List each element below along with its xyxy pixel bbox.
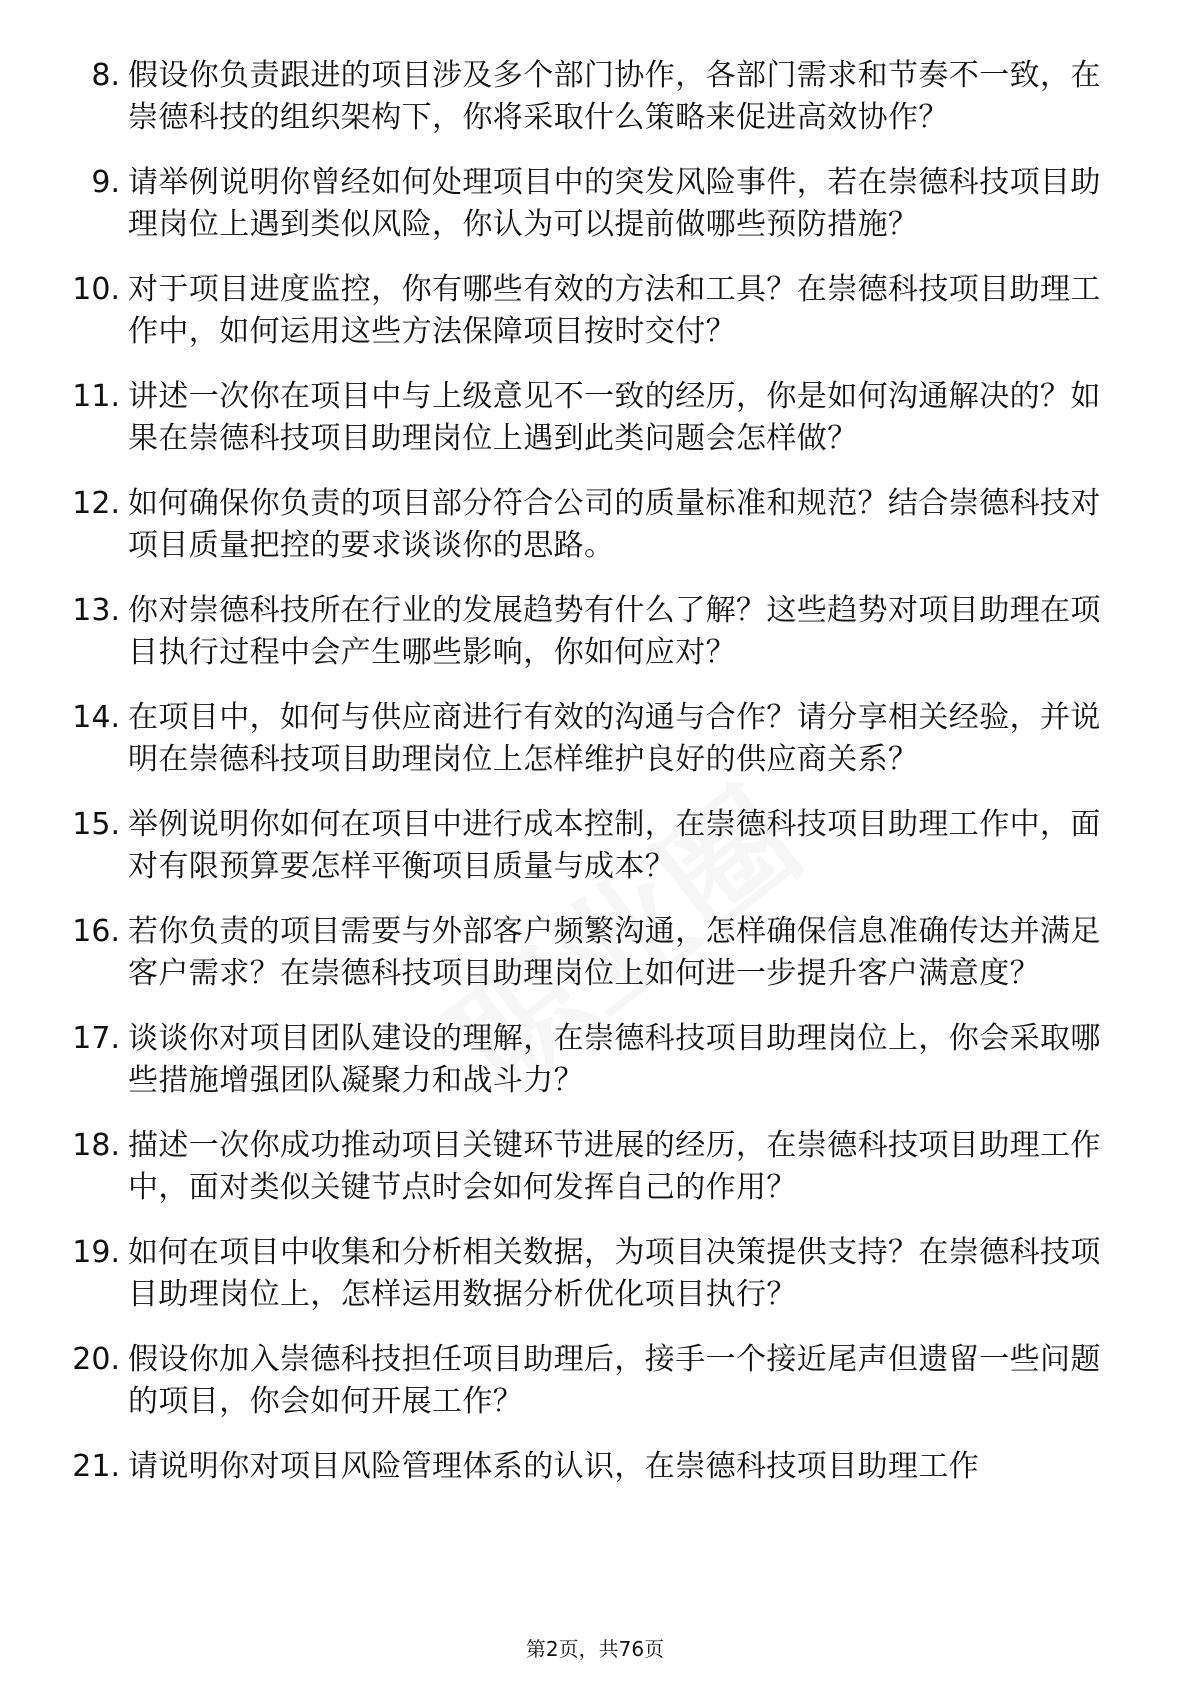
question-item bbox=[60, 697, 1120, 781]
question-item bbox=[60, 590, 1120, 674]
question-list bbox=[60, 55, 1120, 1511]
question-number: 15. bbox=[72, 807, 120, 842]
question-item bbox=[60, 376, 1120, 460]
question-text: 描述一次你成功推动项目关键环节进展的经历，在崇德科技项目助理工作中，面对类似关键节点时会如何发挥自己的作用？ bbox=[128, 1128, 1101, 1205]
question-item bbox=[60, 804, 1120, 888]
question-number: 14. bbox=[72, 700, 120, 735]
question-item bbox=[60, 269, 1120, 353]
question-number: 8. bbox=[91, 58, 120, 93]
question-text: 你对崇德科技所在行业的发展趋势有什么了解？这些趋势对项目助理在项目执行过程中会产生哪些影响，你如何应对？ bbox=[128, 593, 1101, 670]
question-text: 在项目中，如何与供应商进行有效的沟通与合作？请分享相关经验，并说明在崇德科技项目助理岗位上怎样维护良好的供应商关系？ bbox=[128, 700, 1101, 777]
question-text: 讲述一次你在项目中与上级意见不一致的经历，你是如何沟通解决的？如果在崇德科技项目助理岗位上遇到此类问题会怎样做？ bbox=[128, 379, 1101, 456]
question-number: 18. bbox=[72, 1128, 120, 1163]
question-item bbox=[60, 911, 1120, 995]
question-text: 请说明你对项目风险管理体系的认识，在崇德科技项目助理工作 bbox=[128, 1449, 980, 1484]
question-text: 若你负责的项目需要与外部客户频繁沟通，怎样确保信息准确传达并满足客户需求？在崇德科技项目助理岗位上如何进一步提升客户满意度？ bbox=[128, 914, 1101, 991]
question-item bbox=[60, 1125, 1120, 1209]
question-item bbox=[60, 162, 1120, 246]
question-text: 举例说明你如何在项目中进行成本控制，在崇德科技项目助理工作中，面对有限预算要怎样平衡项目质量与成本？ bbox=[128, 807, 1101, 884]
question-number: 12. bbox=[72, 486, 120, 521]
question-item bbox=[60, 1339, 1120, 1423]
question-item bbox=[60, 1018, 1120, 1102]
question-text: 如何在项目中收集和分析相关数据，为项目决策提供支持？在崇德科技项目助理岗位上，怎样运用数据分析优化项目执行？ bbox=[128, 1235, 1101, 1312]
question-number: 17. bbox=[72, 1021, 120, 1056]
question-text: 谈谈你对项目团队建设的理解，在崇德科技项目助理岗位上，你会采取哪些措施增强团队凝聚力和战斗力？ bbox=[128, 1021, 1101, 1098]
question-text: 如何确保你负责的项目部分符合公司的质量标准和规范？结合崇德科技对项目质量把控的要求谈谈你的思路。 bbox=[128, 486, 1101, 563]
question-item bbox=[60, 483, 1120, 567]
question-number: 10. bbox=[72, 272, 120, 307]
question-number: 9. bbox=[91, 165, 120, 200]
question-number: 20. bbox=[72, 1342, 120, 1377]
question-text: 对于项目进度监控，你有哪些有效的方法和工具？在崇德科技项目助理工作中，如何运用这些方法保障项目按时交付？ bbox=[128, 272, 1101, 349]
question-item bbox=[60, 55, 1120, 139]
question-number: 16. bbox=[72, 914, 120, 949]
question-text: 假设你负责跟进的项目涉及多个部门协作，各部门需求和节奏不一致，在崇德科技的组织架构下，你将采取什么策略来促进高效协作？ bbox=[128, 58, 1101, 135]
question-item bbox=[60, 1232, 1120, 1316]
question-number: 21. bbox=[72, 1449, 120, 1484]
question-text: 假设你加入崇德科技担任项目助理后，接手一个接近尾声但遗留一些问题的项目，你会如何开展工作？ bbox=[128, 1342, 1101, 1419]
question-number: 11. bbox=[72, 379, 120, 414]
question-text: 请举例说明你曾经如何处理项目中的突发风险事件，若在崇德科技项目助理岗位上遇到类似风险，你认为可以提前做哪些预防措施？ bbox=[128, 165, 1101, 242]
page-footer: 第2页，共76页 bbox=[525, 1637, 665, 1661]
question-number: 13. bbox=[72, 593, 120, 628]
question-number: 19. bbox=[72, 1235, 120, 1270]
question-item bbox=[60, 1446, 1120, 1488]
